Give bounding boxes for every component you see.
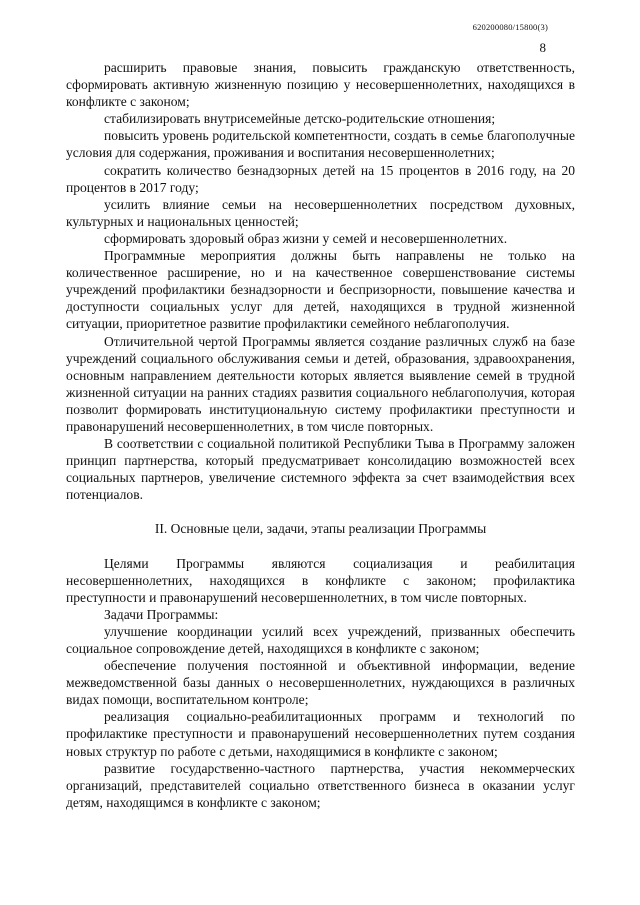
page-number: 8 — [539, 40, 546, 55]
paragraph: усилить влияние семьи на несовершеннолетних посредством духовных, культурных и национальных ценностей; — [66, 196, 575, 229]
paragraph: Целями Программы являются социализация и реабилитация несовершеннолетних, находящихся в конфликте с законом; профилактика преступности и правонарушений несовершеннолетних, в том числе повторных. — [66, 555, 575, 605]
paragraph: В соответствии с социальной политикой Республики Тыва в Программу заложен принцип партнерства, который предусматривает консолидацию возможностей всех социальных партнеров, увеличение системного эффекта за счет взаимодействия всех потенциалов. — [66, 436, 575, 503]
paragraph: Отличительной чертой Программы является создание различных служб на базе учреждений социального обслуживания семьи и детей, образования, здравоохранения, основным направлением деятельности которых является выявление семей в трудной жизненной ситуации на ранних стадиях развития социального неблагополучия, которая позволит формировать институциональную систему профилактики преступности и правонарушений несовершеннолетних, в том числе повторных. — [66, 333, 575, 434]
paragraph: улучшение координации усилий всех учреждений, призванных обеспечить социальное сопровождение детей, находящихся в конфликте с законом; — [66, 623, 575, 656]
section-heading: II. Основные цели, задачи, этапы реализации Программы — [154, 521, 487, 537]
paragraph: развитие государственно-частного партнерства, участия некоммерческих организаций, представителей социально ответственного бизнеса в оказании услуг детям, находящимся в конфликте с законом; — [66, 760, 575, 810]
paragraph: сократить количество безнадзорных детей на 15 процентов в 2016 году, на 20 процентов в 2017 году; — [66, 162, 575, 195]
paragraph: Программные мероприятия должны быть направлены не только на количественное расширение, но и на качественное совершенствование системы учреждений профилактики безнадзорности и беспризорности, повышение качества и доступности социальных услуг для детей, находящихся в трудной жизненной ситуации, приоритетное развитие профилактики семейного неблагополучия. — [66, 248, 575, 332]
paragraph: расширить правовые знания, повысить гражданскую ответственность, сформировать активную жизненную позицию у несовершеннолетних, находящихся в конфликте с законом; — [66, 60, 575, 110]
paragraph: сформировать здоровый образ жизни у семей и несовершеннолетних. — [104, 230, 508, 246]
paragraph: Задачи Программы: — [104, 606, 219, 622]
paragraph: реализация социально-реабилитационных программ и технологий по профилактике преступности и правонарушений несовершеннолетних путем создания новых структур по работе с детьми, находящимися в конфликте с законом; — [66, 709, 575, 759]
document-body — [66, 59, 575, 811]
paragraph: повысить уровень родительской компетентности, создать в семье благополучные условия для содержания, проживания и воспитания несовершеннолетних; — [66, 128, 575, 161]
document-code: 620200080/15800(3) — [472, 22, 548, 32]
paragraph: стабилизировать внутрисемейные детско-родительские отношения; — [104, 111, 496, 127]
paragraph: обеспечение получения постоянной и объективной информации, ведение межведомственной базы данных о несовершеннолетних, нуждающихся в различных видах помощи, воспитательном контроле; — [66, 658, 575, 708]
